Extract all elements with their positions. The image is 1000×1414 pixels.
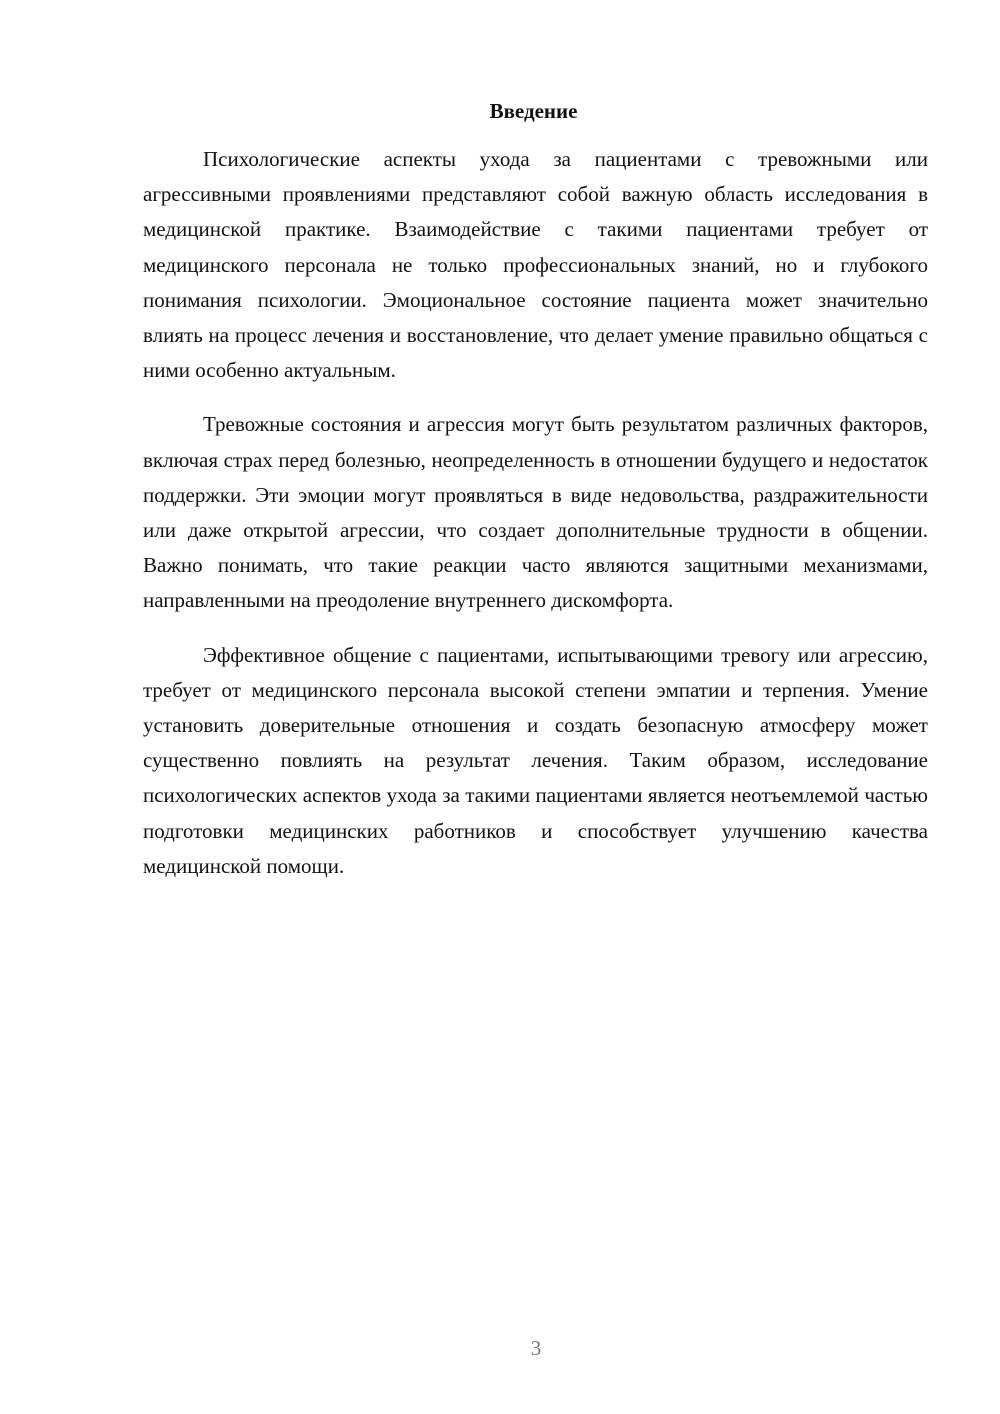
paragraph-2: Тревожные состояния и агрессия могут быть результатом различных факторов, включая страх перед болезнью, неопределенность в отношении будущего и недостаток поддержки. Эти эмоции могут проявляться в виде недовольства, раздражительности или даже открытой агрессии, что создает дополнительные трудности в общении. Важно понимать, что такие реакции часто являются защитными механизмами, направленными на преодоление внутреннего дискомфорта. [143, 412, 928, 613]
paragraph-3: Эффективное общение с пациентами, испытывающими тревогу или агрессию, требует от медицинского персонала высокой степени эмпатии и терпения. Умение установить доверительные отношения и создать безопасную атмосферу может существенно повлиять на результат лечения. Таким образом, исследование психологических аспектов ухода за такими пациентами является неотъемлемой частью подготовки медицинских работников и способствует улучшению качества медицинской помощи. [143, 642, 928, 878]
section-heading: Введение [489, 99, 578, 123]
paragraph-1: Психологические аспекты ухода за пациентами с тревожными или агрессивными проявлениями представляют собой важную область исследования в медицинской практике. Взаимодействие с такими пациентами требует от медицинского персонала не только профессиональных знаний, но и глубокого понимания психологии. Эмоциональное состояние пациента может значительно влиять на процесс лечения и восстановление, что делает умение правильно общаться с ними особенно актуальным. [143, 147, 928, 383]
page-content [143, 96, 928, 903]
page-number: 3 [530, 1336, 542, 1360]
